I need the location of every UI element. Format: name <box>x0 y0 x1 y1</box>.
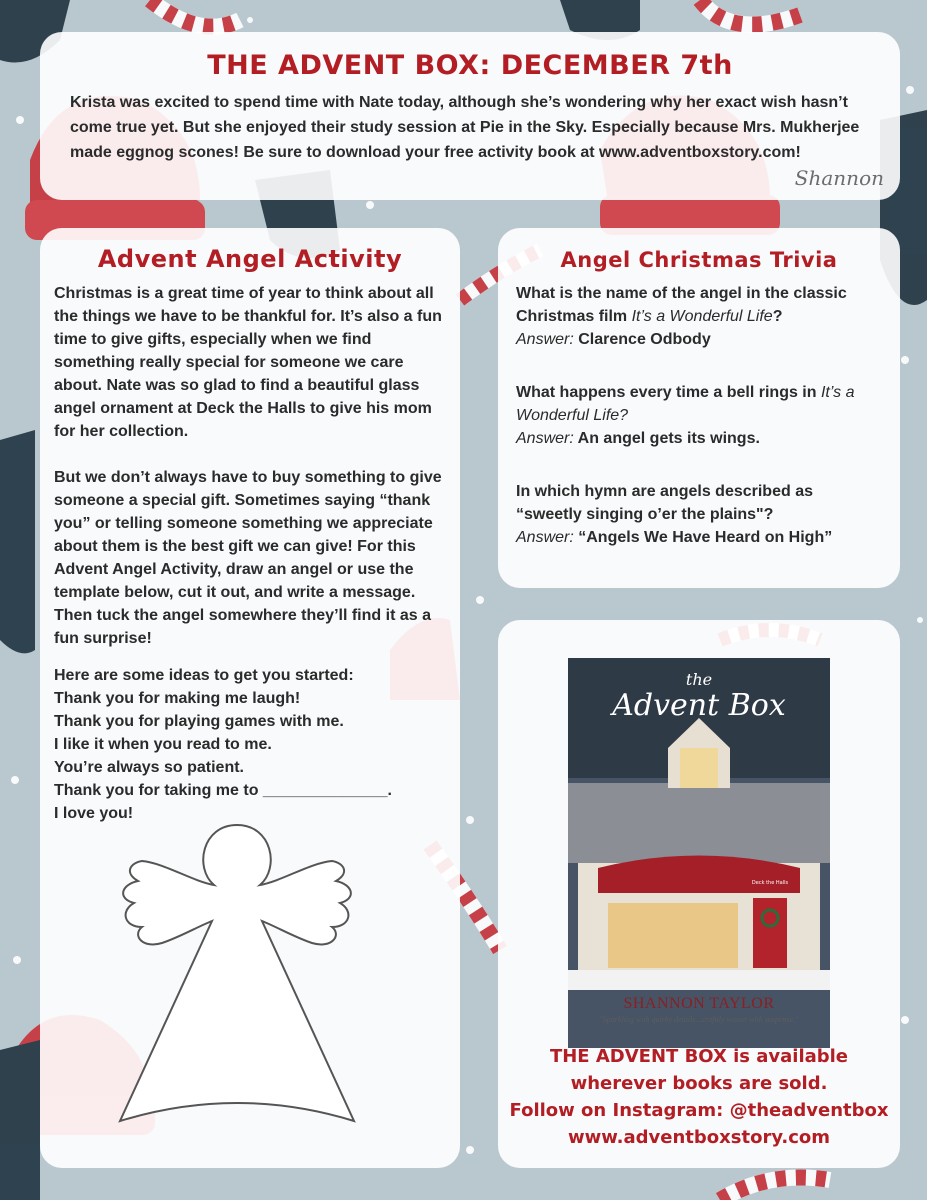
candy-cane-icon <box>700 0 800 25</box>
trivia-answer-1: Answer: Clarence Odbody <box>516 331 711 348</box>
signature: Shannon <box>794 166 884 190</box>
trivia-panel <box>498 228 900 588</box>
idea-item: Thank you for taking me to ______________. <box>54 782 392 799</box>
cover-author: SHANNON TAYLOR <box>623 995 775 1012</box>
activity-paragraph-1: Christmas is a great time of year to think about all the things we have to be thankful for. It’s also a fun time to give gifts, especially when we find something really special for someone we care about. Nate was so glad to find a beautiful glass angel ornament at Deck the Halls to give his mom for her collection. <box>54 285 442 440</box>
cover-title-small: the <box>685 670 713 689</box>
idea-item: I like it when you read to me. <box>54 736 272 753</box>
candy-cane-icon <box>150 0 240 27</box>
promo-line-2: wherever books are sold. <box>570 1073 828 1094</box>
trivia-title: Angel Christmas Trivia <box>560 248 838 272</box>
angel-template-icon <box>102 823 372 1133</box>
trivia-answer-3: Answer: “Angels We Have Heard on High” <box>516 529 833 546</box>
stocking-icon <box>0 430 35 653</box>
ideas-list <box>54 664 446 825</box>
idea-item: You’re always so patient. <box>54 759 244 776</box>
candy-cane-icon <box>720 1178 830 1200</box>
promo-line-3: Follow on Instagram: @theadventbox <box>509 1100 889 1121</box>
trivia-answer-2: Answer: An angel gets its wings. <box>516 430 760 447</box>
ideas-intro: Here are some ideas to get you started: <box>54 667 354 684</box>
activity-title: Advent Angel Activity <box>97 245 403 273</box>
book-cover <box>568 658 830 1048</box>
idea-item: I love you! <box>54 805 134 822</box>
stocking-icon <box>0 1040 40 1200</box>
header-panel <box>40 32 900 200</box>
shop-sign: Deck the Halls <box>751 880 789 886</box>
header-text: Krista was excited to spend time with Nate today, although she’s wondering why her exact wish hasn’t come true yet. But she enjoyed their study session at Pie in the Sky. Especially because Mrs. Mukherjee made eggnog scones! Be sure to download your free activity book at www.adventboxstory.com! <box>70 94 860 161</box>
activity-paragraph-2: But we don’t always have to buy something to give someone a special gift. Sometimes saying “thank you” or telling someone something we appreciate about them is the best gift we can give! For this Advent Angel Activity, draw an angel or use the template below, cut it out, and write a message. Then tuck the angel somewhere they’ll find it as a fun surprise! <box>54 469 442 647</box>
trivia-question-3: In which hymn are angels described as “sweetly singing o’er the plains"? <box>516 483 813 523</box>
page-title: THE ADVENT BOX: DECEMBER 7th <box>207 50 733 81</box>
cover-title: Advent Box <box>612 688 786 723</box>
cover-blurb: "Sparkling with quirky details...craftily woven with suspense." <box>599 1015 799 1024</box>
promo-line-1: THE ADVENT BOX is available <box>549 1046 849 1067</box>
website-link[interactable]: www.adventboxstory.com <box>567 1127 831 1148</box>
idea-item: Thank you for playing games with me. <box>54 713 344 730</box>
trivia-question-2: What happens every time a bell rings in It’s a Wonderful Life? <box>516 384 855 424</box>
idea-item: Thank you for making me laugh! <box>54 690 301 707</box>
activity-panel <box>40 228 460 1168</box>
trivia-question-1: What is the name of the angel in the classic Christmas film It’s a Wonderful Life? <box>516 285 847 325</box>
book-panel <box>498 620 900 1168</box>
